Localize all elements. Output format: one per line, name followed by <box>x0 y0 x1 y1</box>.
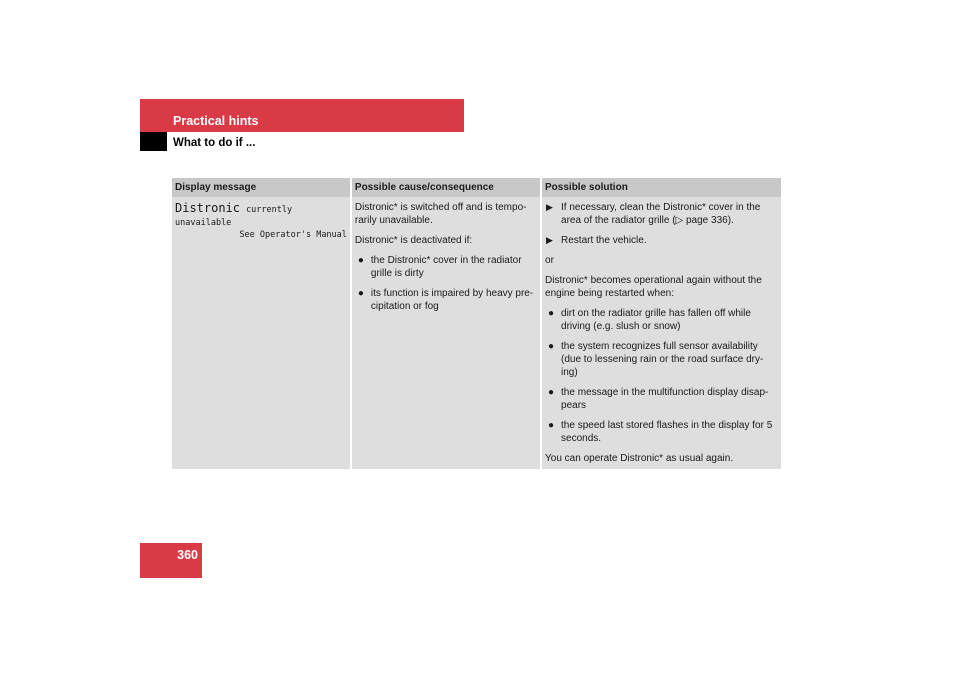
section-subtitle: What to do if ... <box>173 137 256 149</box>
column-header-possible-cause: Possible cause/consequence <box>350 178 540 197</box>
section-title: Practical hints <box>173 114 259 128</box>
action-arrow-icon: ▶ <box>546 202 553 212</box>
bullet-icon: ● <box>548 308 555 319</box>
bullet-icon: ● <box>357 288 364 299</box>
bullet-icon: ● <box>548 341 555 352</box>
section-header-bar <box>140 99 464 132</box>
list-item-text: its function is impaired by heavy pre-cipitation or fog <box>370 288 534 312</box>
solution-cell <box>540 197 781 469</box>
bullet-icon: ● <box>548 420 555 431</box>
list-item-text: the message in the multifunction display disap-pears <box>561 387 769 411</box>
list-item-text: If necessary, clean the Distronic* cover in the area of the radiator grille (▷ page 336). <box>561 202 761 226</box>
page-number: 360 <box>177 548 198 562</box>
header-tab-marker <box>140 132 167 151</box>
column-header-display-message: Display message <box>172 178 350 197</box>
solution-or: or <box>545 255 554 266</box>
bullet-icon: ● <box>548 387 555 398</box>
list-item-text: the system recognizes full sensor availability (due to lessening rain or the road surface dry-ing) <box>561 341 764 378</box>
bullet-icon: ● <box>357 255 364 266</box>
action-arrow-icon: ▶ <box>546 235 553 245</box>
list-item <box>355 287 537 313</box>
table-header-row <box>172 178 781 197</box>
display-message <box>175 201 347 241</box>
list-item <box>545 307 778 333</box>
cause-intro: Distronic* is switched off and is tempo-rarily unavailable. <box>354 202 527 226</box>
list-item-text: Restart the vehicle. <box>561 235 647 246</box>
list-item <box>545 201 778 227</box>
list-item-text: dirt on the radiator grille has fallen off while driving (e.g. slush or snow) <box>561 308 751 332</box>
list-item <box>545 234 778 247</box>
display-message-line2: See Operator's Manual <box>239 230 347 240</box>
list-item-text: the speed last stored flashes in the display for 5 seconds. <box>561 420 773 444</box>
cause-bullet-list <box>355 254 537 313</box>
solution-bullet-list <box>545 307 778 445</box>
list-item-text: the Distronic* cover in the radiator grille is dirty <box>370 255 522 279</box>
page-number-box <box>140 543 202 578</box>
troubleshooting-table <box>172 178 781 469</box>
column-header-possible-solution: Possible solution <box>540 178 781 197</box>
list-item <box>545 386 778 412</box>
list-item <box>545 340 778 379</box>
solution-action-list <box>545 201 778 247</box>
table-row <box>172 197 781 469</box>
cause-deactivated-heading: Distronic* is deactivated if: <box>354 235 473 246</box>
list-item <box>545 419 778 445</box>
solution-closing: You can operate Distronic* as usual again. <box>545 453 734 464</box>
display-message-cell <box>172 197 350 469</box>
display-message-main: Distronic <box>175 201 241 215</box>
list-item <box>355 254 537 280</box>
cause-cell <box>350 197 540 469</box>
display-message-line1: currently unavailable <box>175 205 293 228</box>
solution-operational-text: Distronic* becomes operational again without the engine being restarted when: <box>545 275 762 299</box>
